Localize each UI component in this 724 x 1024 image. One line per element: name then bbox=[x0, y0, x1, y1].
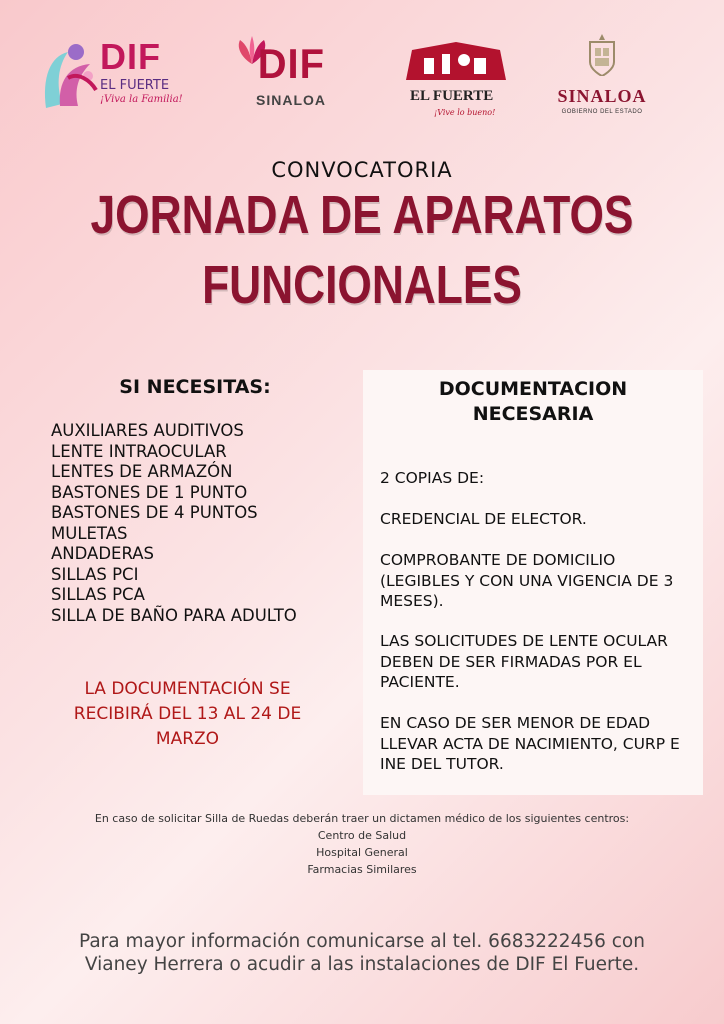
doc-item-minor-documents: EN CASO DE SER MENOR DE EDAD LLEVAR ACTA DE NACIMIENTO, CURP E INE DEL TUTOR. bbox=[380, 714, 680, 773]
dif-sinaloa-main: DIF bbox=[257, 40, 325, 87]
dif-sinaloa-logo bbox=[234, 36, 344, 111]
doc-item-address-proof: COMPROBANTE DE DOMICILIO (LEGIBLES Y CON UNA VIGENCIA DE 3 MESES). bbox=[380, 551, 674, 610]
family-figure-icon bbox=[38, 38, 98, 110]
center-item: Centro de Salud bbox=[317, 829, 407, 842]
center-item: Farmacias Similares bbox=[307, 863, 417, 876]
documentation-box bbox=[363, 370, 703, 795]
footnote-intro: En caso de solicitar Silla de Ruedas deberán traer un dictamen médico de los siguientes centros: bbox=[94, 812, 630, 825]
deadline-line2: RECIBIRÁ DEL 13 AL 24 DE bbox=[73, 704, 302, 724]
needs-list bbox=[51, 421, 297, 626]
convocatoria-label: CONVOCATORIA bbox=[271, 158, 453, 182]
needs-item: ANDADERAS bbox=[51, 544, 155, 563]
sinaloa-main: SINALOA bbox=[557, 86, 647, 106]
el-fuerte-tagline: ¡Vive lo bueno! bbox=[434, 108, 496, 117]
dif-el-fuerte-main: DIF bbox=[100, 36, 161, 77]
contact-line1: Para mayor información comunicarse al tel. 6683222456 con bbox=[79, 931, 645, 952]
needs-heading: SI NECESITAS: bbox=[119, 376, 271, 398]
deadline-notice bbox=[55, 677, 320, 752]
dif-el-fuerte-sub: EL FUERTE bbox=[100, 78, 170, 93]
el-fuerte-main: EL FUERTE bbox=[410, 88, 494, 104]
documentation-heading bbox=[363, 377, 703, 427]
el-fuerte-logo bbox=[402, 40, 512, 122]
center-item: Hospital General bbox=[316, 846, 408, 859]
dif-sinaloa-sub: SINALOA bbox=[256, 92, 326, 108]
main-title-line1: JORNADA DE APARATOS bbox=[90, 185, 634, 245]
el-fuerte-emblem-icon bbox=[402, 40, 510, 84]
dif-el-fuerte-tagline: ¡Viva la Familia! bbox=[100, 94, 183, 105]
needs-item: LENTE INTRAOCULAR bbox=[51, 441, 227, 461]
needs-item: SILLAS PCA bbox=[51, 585, 145, 604]
needs-item: LENTES DE ARMAZÓN bbox=[51, 462, 233, 481]
doc-item-lens-signature: LAS SOLICITUDES DE LENTE OCULAR DEBEN DE SER FIRMADAS POR EL PACIENTE. bbox=[380, 632, 668, 691]
needs-item: BASTONES DE 4 PUNTOS bbox=[51, 503, 258, 522]
main-title-line2: FUNCIONALES bbox=[202, 255, 522, 315]
needs-item: BASTONES DE 1 PUNTO bbox=[51, 482, 248, 502]
sinaloa-logo bbox=[552, 34, 652, 118]
documentation-heading-line1: DOCUMENTACION bbox=[438, 378, 628, 400]
copies-label: 2 COPIAS DE: bbox=[380, 469, 485, 487]
contact-info bbox=[0, 930, 724, 976]
deadline-line1: LA DOCUMENTACIÓN SE bbox=[84, 679, 291, 699]
needs-item: MULETAS bbox=[51, 523, 128, 543]
wheelchair-footnote bbox=[0, 810, 724, 878]
dif-el-fuerte-logo bbox=[38, 36, 183, 111]
documentation-heading-line2: NECESARIA bbox=[472, 403, 594, 425]
sinaloa-sub: GOBIERNO DEL ESTADO bbox=[561, 109, 643, 115]
deadline-line3: MARZO bbox=[155, 729, 220, 749]
coat-of-arms-icon bbox=[587, 34, 617, 76]
needs-item: SILLAS PCI bbox=[51, 564, 139, 584]
needs-item: SILLA DE BAÑO PARA ADULTO bbox=[51, 605, 297, 625]
needs-item: AUXILIARES AUDITIVOS bbox=[51, 421, 244, 440]
contact-line2: Vianey Herrera o acudir a las instalaciones de DIF El Fuerte. bbox=[84, 954, 640, 975]
doc-item-credential: CREDENCIAL DE ELECTOR. bbox=[380, 510, 587, 528]
